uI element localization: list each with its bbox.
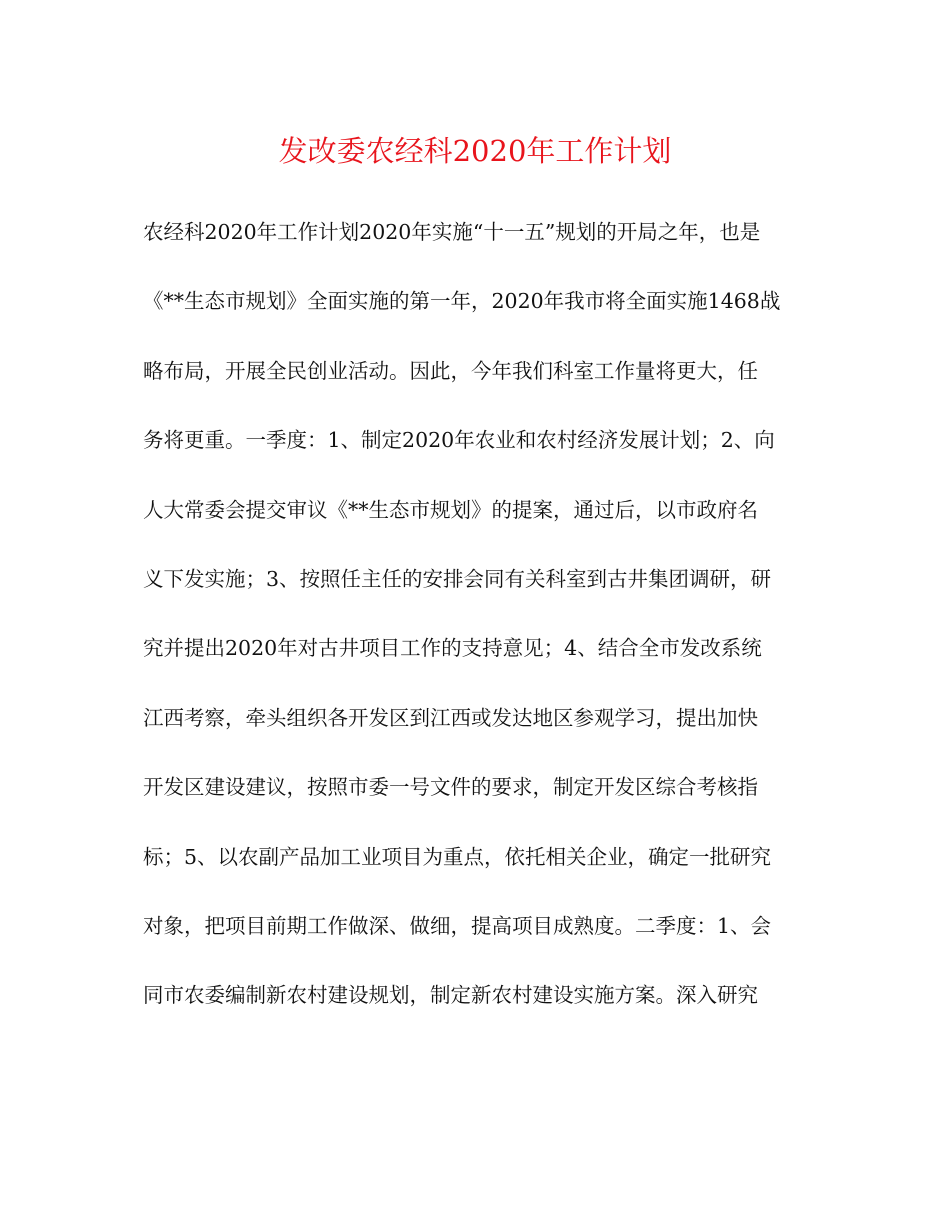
body-line: 农经科2020年工作计划2020年实施“十一五”规划的开局之年，也是	[143, 220, 761, 244]
body-line: 对象，把项目前期工作做深、做细，提高项目成熟度。二季度：1、会	[143, 913, 772, 938]
body-line: 标；5、以农副产品加工业项目为重点，依托相关企业，确定一批研究	[143, 844, 772, 869]
body-line: 开发区建设建议，按照市委一号文件的要求，制定开发区综合考核指	[143, 775, 758, 800]
document-title: 发改委农经科2020年工作计划	[278, 134, 672, 168]
body-line: 《**生态市规划》全面实施的第一年，2020年我市将全面实施1468战	[143, 289, 781, 314]
body-line: 义下发实施；3、按照任主任的安排会同有关科室到古井集团调研，研	[143, 566, 772, 591]
body-line: 究并提出2020年对古井项目工作的支持意见；4、结合全市发改系统	[143, 636, 762, 661]
body-line: 江西考察，牵头组织各开发区到江西或发达地区参观学习，提出加快	[143, 705, 758, 730]
body-line: 略布局，开展全民创业活动。因此，今年我们科室工作量将更大，任	[143, 358, 758, 383]
body-line: 同市农委编制新农村建设规划，制定新农村建设实施方案。深入研究	[143, 983, 758, 1008]
document-body	[143, 217, 813, 1050]
body-line: 务将更重。一季度：1、制定2020年农业和农村经济发展计划；2、向	[143, 428, 775, 453]
body-line: 人大常委会提交审议《**生态市规划》的提案，通过后，以市政府名	[143, 497, 758, 522]
